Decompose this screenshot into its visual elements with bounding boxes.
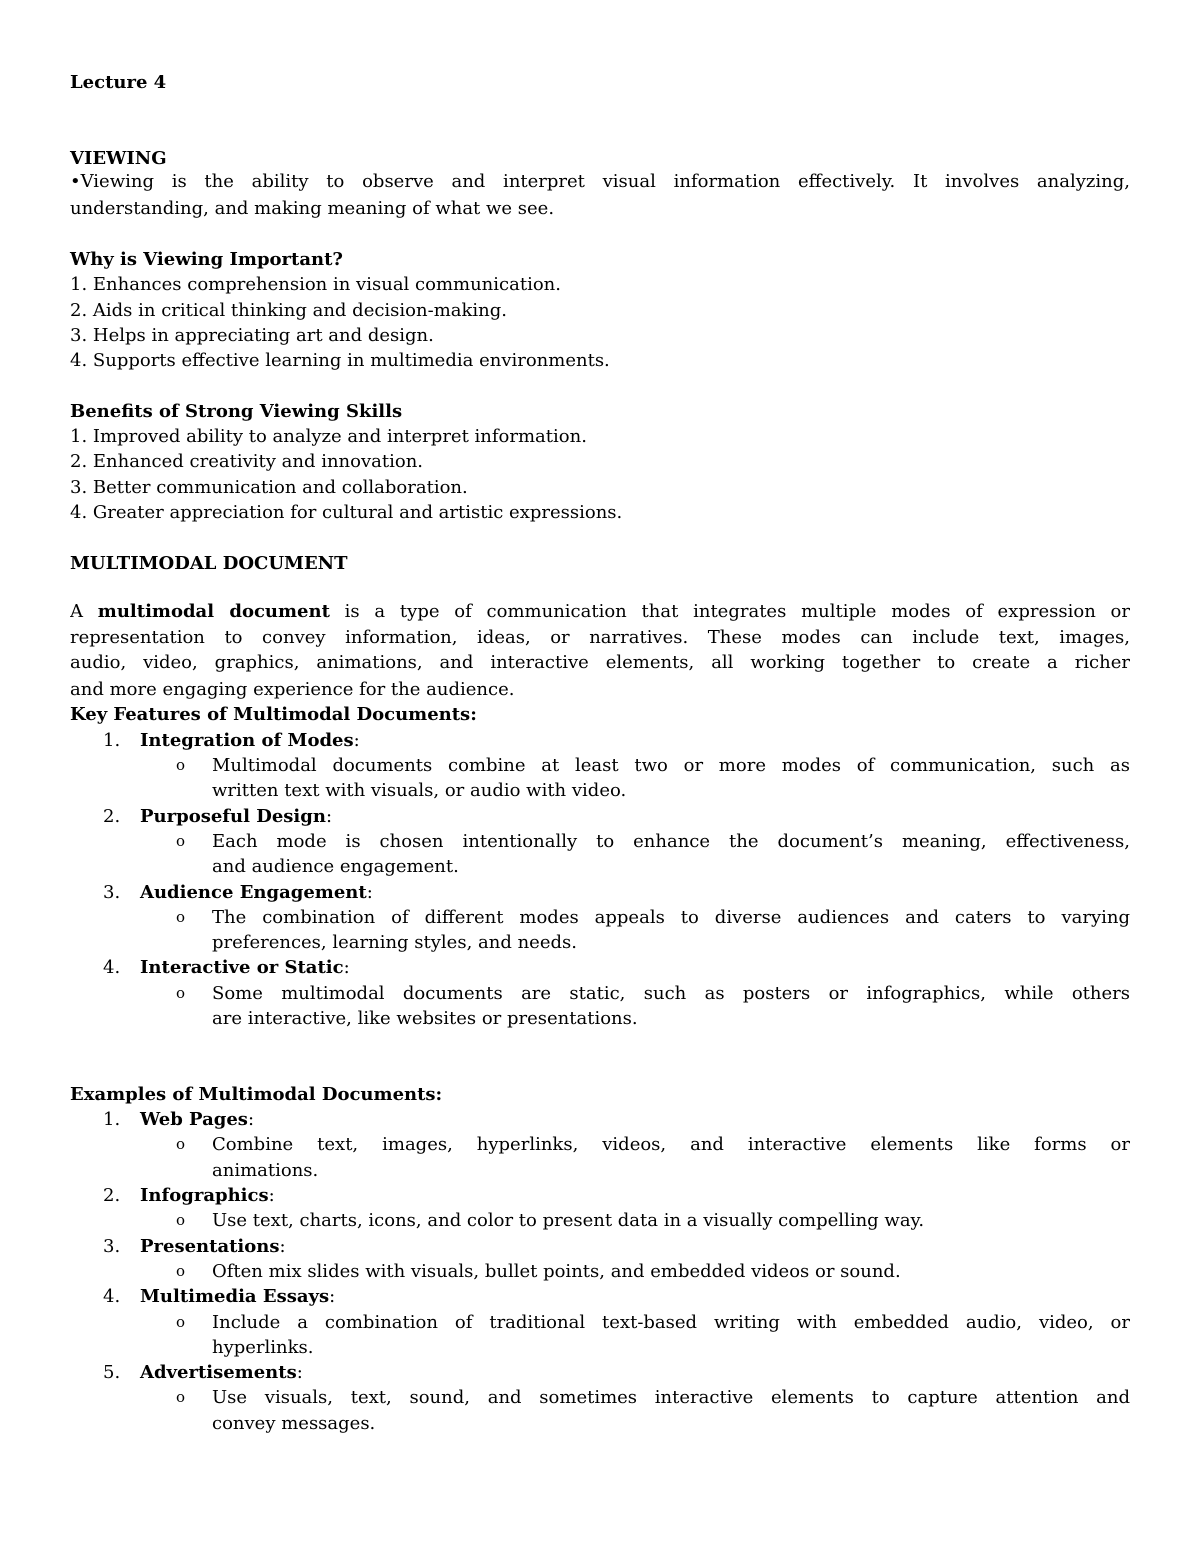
feature-sub-text-line-2: and audience engagement. [212, 856, 459, 878]
benefits-item: 3. Better communication and collaboration. [70, 476, 468, 498]
feature-item-colon: : [366, 881, 373, 903]
example-item-colon: : [296, 1362, 303, 1384]
feature-sub-bullet [70, 905, 1130, 930]
example-item-colon: : [279, 1235, 286, 1257]
example-sub-text-line-2: convey messages. [212, 1412, 376, 1434]
bullet-o-icon: o [176, 1312, 186, 1331]
importance-item: 2. Aids in critical thinking and decision-making. [70, 299, 507, 321]
feature-item-number: 3. [103, 881, 121, 903]
intro-prefix: A [70, 601, 98, 623]
feature-sub-bullet [70, 981, 1130, 1006]
example-item-label: Infographics [140, 1185, 269, 1207]
feature-sub-text-line-1: Multimodal documents combine at least two or more modes of communication, such as [212, 755, 1130, 777]
examples-heading: Examples of Multimodal Documents: [70, 1083, 443, 1105]
example-sub-text-line-1: Use text, charts, icons, and color to present data in a visually compelling way. [212, 1210, 925, 1232]
example-sub-bullet [70, 1132, 1130, 1157]
benefits-item: 4. Greater appreciation for cultural and artistic expressions. [70, 502, 623, 524]
example-item [70, 1284, 1130, 1309]
intro-term: multimodal document [97, 601, 330, 623]
example-sub-text-line-2: animations. [212, 1159, 319, 1181]
example-sub-text-line-1: Include a combination of traditional text-based writing with embedded audio, video, or [212, 1311, 1130, 1333]
example-item-number: 1. [103, 1109, 121, 1131]
viewing-definition-line-1: •Viewing is the ability to observe and interpret visual information effectively. It involves analyzing, [70, 171, 1130, 193]
feature-sub-text-line-2: are interactive, like websites or presentations. [212, 1007, 638, 1029]
example-item-number: 5. [103, 1362, 121, 1384]
example-item-label: Web Pages [140, 1109, 248, 1131]
example-sub-bullet [70, 1385, 1130, 1410]
example-sub-bullet [70, 1310, 1130, 1335]
bullet-o-icon: o [176, 1135, 186, 1154]
bullet-o-icon: o [176, 756, 186, 775]
bullet-o-icon: o [176, 1388, 186, 1407]
bullet-o-icon: o [176, 907, 186, 926]
importance-item: 3. Helps in appreciating art and design. [70, 324, 434, 346]
example-item [70, 1183, 1130, 1208]
feature-item-number: 2. [103, 805, 121, 827]
example-sub-bullet [70, 1259, 1130, 1284]
feature-item-number: 4. [103, 957, 121, 979]
viewing-heading: VIEWING [70, 147, 167, 169]
feature-item-label: Interactive or Static [140, 957, 344, 979]
example-item [70, 1234, 1130, 1259]
multimodal-intro-line-2: representation to convey information, ideas, or narratives. These modes can include text, images, [70, 626, 1130, 648]
example-sub-text-line-2: hyperlinks. [212, 1336, 314, 1358]
bullet-o-icon: o [176, 1211, 186, 1230]
example-item [70, 1107, 1130, 1132]
lecture-title: Lecture 4 [70, 72, 167, 93]
feature-item-label: Integration of Modes [140, 729, 354, 751]
bullet-o-icon: o [176, 1261, 186, 1280]
example-item-number: 3. [103, 1235, 121, 1257]
document-page [70, 70, 1130, 1436]
feature-item-colon: : [353, 729, 360, 751]
example-item-number: 4. [103, 1286, 121, 1308]
feature-sub-bullet [70, 829, 1130, 854]
feature-sub-bullet [70, 753, 1130, 778]
feature-item [70, 728, 1130, 753]
feature-sub-text-line-1: Some multimodal documents are static, such as posters or infographics, while others [212, 982, 1130, 1004]
feature-item [70, 955, 1130, 980]
feature-item-colon: : [343, 957, 350, 979]
features-heading: Key Features of Multimodal Documents: [70, 704, 477, 726]
benefits-item: 1. Improved ability to analyze and interpret information. [70, 426, 587, 448]
example-item-label: Presentations [140, 1235, 280, 1257]
feature-sub-text-line-2: written text with visuals, or audio with video. [212, 780, 627, 802]
multimodal-intro-line-3: audio, video, graphics, animations, and interactive elements, all working together to create a richer [70, 651, 1130, 673]
example-sub-text-line-1: Use visuals, text, sound, and sometimes interactive elements to capture attention and [212, 1387, 1130, 1409]
importance-item: 1. Enhances comprehension in visual communication. [70, 274, 561, 296]
intro-rest: is a type of communication that integrates multiple modes of expression or [329, 601, 1130, 623]
example-sub-text-line-1: Combine text, images, hyperlinks, videos, and interactive elements like forms or [212, 1134, 1130, 1156]
feature-item-label: Purposeful Design [140, 805, 326, 827]
example-item-number: 2. [103, 1185, 121, 1207]
example-item-label: Advertisements [140, 1362, 297, 1384]
feature-sub-text-line-1: Each mode is chosen intentionally to enhance the document’s meaning, effectiveness, [212, 830, 1130, 852]
multimodal-heading: MULTIMODAL DOCUMENT [70, 552, 348, 574]
example-sub-bullet [70, 1208, 1130, 1233]
importance-heading: Why is Viewing Important? [70, 249, 343, 271]
feature-item [70, 804, 1130, 829]
viewing-definition-line-2: understanding, and making meaning of what we see. [70, 198, 555, 220]
feature-sub-text-line-2: preferences, learning styles, and needs. [212, 932, 577, 954]
examples-list [70, 1107, 1130, 1436]
example-item-colon: : [247, 1109, 255, 1131]
benefits-item: 2. Enhanced creativity and innovation. [70, 451, 424, 473]
example-item-colon: : [329, 1286, 336, 1308]
feature-item-colon: : [325, 805, 333, 827]
example-item-colon: : [268, 1185, 275, 1207]
feature-item [70, 880, 1130, 905]
feature-sub-text-line-1: The combination of different modes appeals to diverse audiences and caters to varying [212, 906, 1130, 928]
multimodal-intro-line-1 [70, 601, 1130, 626]
feature-item-label: Audience Engagement [140, 881, 367, 903]
example-sub-text-line-1: Often mix slides with visuals, bullet points, and embedded videos or sound. [212, 1260, 901, 1282]
example-item-label: Multimedia Essays [140, 1286, 330, 1308]
bullet-o-icon: o [176, 983, 186, 1002]
multimodal-intro-line-4: and more engaging experience for the audience. [70, 679, 515, 701]
importance-item: 4. Supports effective learning in multimedia environments. [70, 350, 610, 372]
example-item [70, 1360, 1130, 1385]
features-list [70, 728, 1130, 1032]
bullet-o-icon: o [176, 831, 186, 850]
benefits-heading: Benefits of Strong Viewing Skills [70, 400, 403, 422]
feature-item-number: 1. [103, 729, 121, 751]
